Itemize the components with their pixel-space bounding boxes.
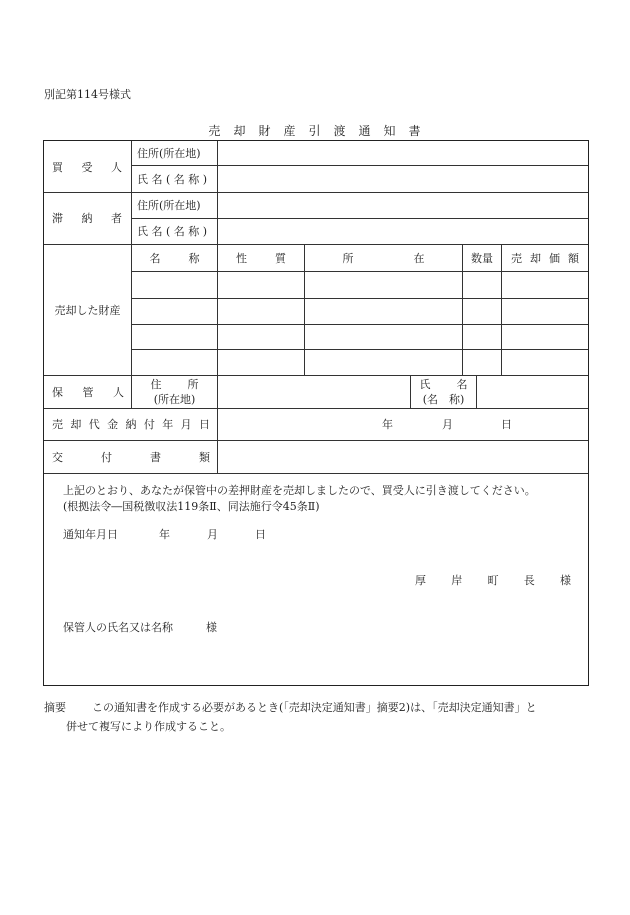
payment-date-char: 金 <box>107 418 119 431</box>
delinquent-name-field[interactable] <box>218 219 587 243</box>
custodian-name-label <box>411 375 476 408</box>
legal-basis: (根拠法令―国税徴収法119条Ⅱ、同法施行令45条Ⅱ) <box>63 500 320 513</box>
buyer-address-label: 住所(所在地) <box>137 147 201 160</box>
payment-date-char: 付 <box>143 418 155 431</box>
custodian-address-sub: (所在地) <box>153 392 196 406</box>
buyer-name-label: 氏 名 ( 名 称 ) <box>137 172 208 186</box>
notice-message: 上記のとおり、あなたが保管中の差押財産を売却しましたので、買受人に引き渡してください。 <box>63 484 536 497</box>
title-char: 財 <box>258 124 272 138</box>
payment-date-label <box>52 408 210 440</box>
custodian-sama: 様 <box>206 621 217 634</box>
col-header-char: 所 <box>342 251 354 265</box>
payment-date-char: 納 <box>125 418 137 431</box>
col-header-nature <box>218 244 304 271</box>
col-header-char: 売 <box>511 251 522 265</box>
documents-field[interactable] <box>218 441 587 472</box>
buyer-label-char: 受 <box>81 160 93 174</box>
custodian-label-char: 管 <box>82 385 94 399</box>
custodian-name-char: 氏 <box>419 377 431 391</box>
buyer-label-char: 買 <box>52 160 63 174</box>
custodian-name-sub: (名 称) <box>422 392 465 406</box>
title-char: 産 <box>283 124 297 138</box>
title-char: 書 <box>408 124 422 138</box>
delinquent-name-label: 氏 名 ( 名 称 ) <box>137 225 208 238</box>
col-header-char: 性 <box>236 251 247 265</box>
custodian-address-field[interactable] <box>218 376 410 407</box>
documents-label-char: 交 <box>52 450 63 464</box>
footnote-line1: この通知書を作成する必要があるとき(「売却決定通知書」摘要2)は、「売却決定通知書」と <box>92 701 537 714</box>
delinquent-address-field[interactable] <box>218 193 587 217</box>
col-header-char: 額 <box>568 251 579 265</box>
footnote <box>44 698 592 736</box>
col-header-char: 質 <box>275 251 286 265</box>
payment-date-char: 却 <box>70 418 82 431</box>
custodian-address-label <box>132 375 217 408</box>
documents-label-char: 類 <box>199 450 210 464</box>
custodian-name-prompt: 保管人の氏名又は名称 <box>63 621 173 634</box>
title-char: 知 <box>383 124 397 138</box>
form-number: 別記第114号様式 <box>44 88 131 101</box>
col-header-char: 価 <box>549 251 560 265</box>
payment-date-char: 日 <box>199 418 210 431</box>
col-header-location <box>305 244 462 271</box>
delinquent-label-char: 滞 <box>52 212 63 225</box>
title-char: 売 <box>208 124 222 138</box>
sender-char: 厚 <box>415 574 426 587</box>
sender-title <box>415 572 571 588</box>
title-char: 通 <box>358 124 372 138</box>
delinquent-label-char: 者 <box>111 212 122 225</box>
sender-char: 様 <box>560 574 571 587</box>
buyer-label-char: 人 <box>111 160 122 174</box>
col-header-char: 称 <box>188 251 200 265</box>
custodian-name-field[interactable] <box>477 376 587 407</box>
delinquent-address-label: 住所(所在地) <box>137 199 201 212</box>
payment-date-char: 月 <box>180 418 192 431</box>
notice-date-label: 通知年月日 <box>63 528 118 541</box>
documents-label <box>52 440 210 473</box>
documents-label-char: 書 <box>150 450 161 464</box>
notice-date-month: 月 <box>207 528 218 541</box>
custodian-address-char: 住 <box>150 377 162 391</box>
footnote-line2: 併せて複写により作成すること。 <box>66 720 231 733</box>
col-header-char: 却 <box>530 251 541 265</box>
payment-year: 年 <box>382 418 393 431</box>
custodian-name-char: 名 <box>456 377 468 391</box>
title-char: 却 <box>233 124 247 138</box>
payment-date-char: 代 <box>88 418 100 431</box>
custodian-label <box>52 375 124 408</box>
sender-char: 町 <box>487 574 499 587</box>
col-header-name <box>132 244 217 271</box>
document-title <box>0 122 630 139</box>
footnote-heading: 摘要 <box>44 701 66 714</box>
buyer-address-field[interactable] <box>218 142 587 164</box>
payment-month: 月 <box>442 418 453 431</box>
sender-char: 長 <box>523 574 535 587</box>
custodian-label-char: 人 <box>113 385 124 399</box>
sender-char: 岸 <box>451 574 463 587</box>
custodian-address-char: 所 <box>187 377 199 391</box>
custodian-label-char: 保 <box>52 385 63 399</box>
payment-date-char: 年 <box>162 418 174 431</box>
documents-label-char: 付 <box>101 450 112 464</box>
col-header-price <box>502 244 588 271</box>
col-header-char: 名 <box>149 251 161 265</box>
col-header-quantity: 数量 <box>471 251 493 265</box>
delinquent-label <box>52 192 122 244</box>
title-char: 引 <box>308 124 322 138</box>
title-char: 渡 <box>333 124 347 138</box>
col-header-char: 在 <box>413 251 425 265</box>
notice-date-day: 日 <box>255 528 266 541</box>
payment-date-char: 売 <box>52 418 63 431</box>
payment-day: 日 <box>501 418 512 431</box>
buyer-label <box>52 141 122 192</box>
property-label: 売却した財産 <box>54 303 121 317</box>
form-table <box>43 140 589 686</box>
delinquent-label-char: 納 <box>81 212 93 225</box>
buyer-name-field[interactable] <box>218 166 587 191</box>
notice-date-year: 年 <box>159 528 170 541</box>
